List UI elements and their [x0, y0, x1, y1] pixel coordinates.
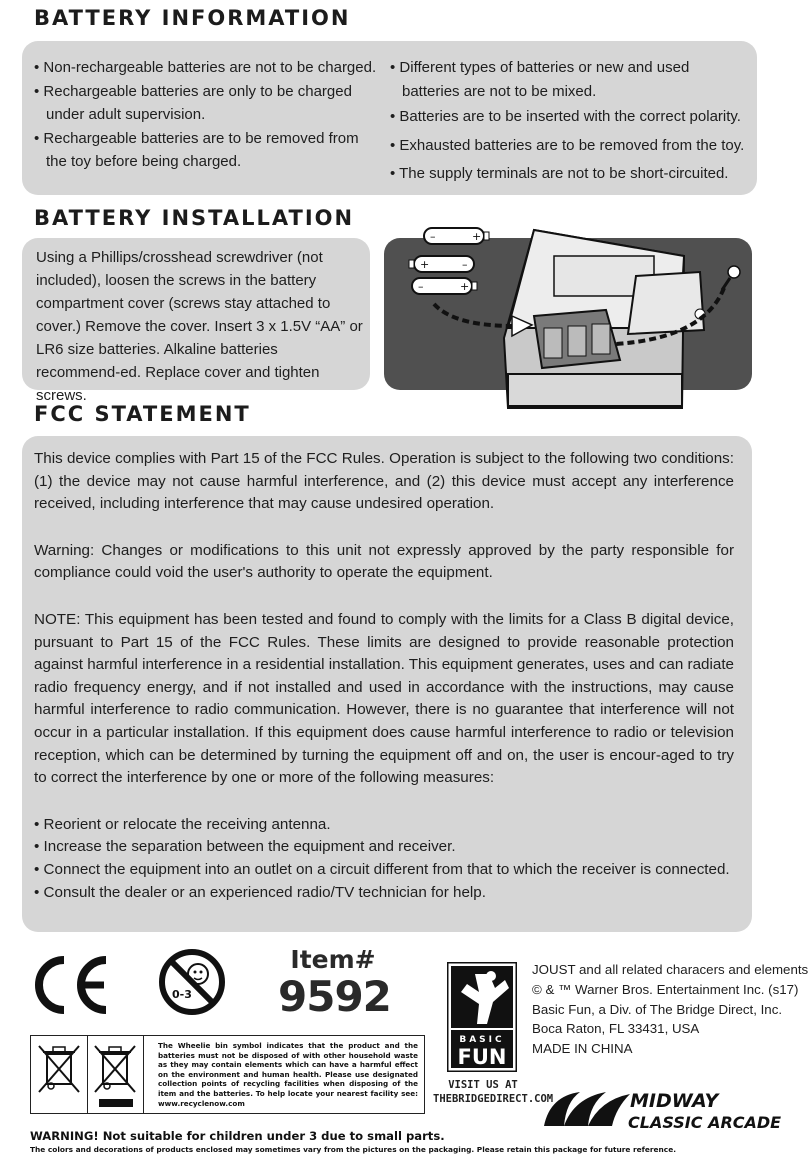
battery-sign: – — [430, 230, 436, 243]
battery-bin-icon — [87, 1036, 143, 1113]
weee-notice-box — [30, 1035, 425, 1114]
list-item: • Rechargeable batteries are to be removed from the toy before being charged. — [34, 129, 359, 170]
battery-sign: + — [460, 280, 470, 293]
battery-info-left-list — [34, 56, 379, 174]
battery-information-heading: BATTERY INFORMATION — [34, 6, 351, 30]
basic-fun-logo — [447, 962, 517, 1072]
midway-line2: CLASSIC ARCADE — [628, 1113, 782, 1132]
battery-sign: + — [420, 258, 430, 271]
list-item: • Different types of batteries or new and used batteries are not to be mixed. — [390, 59, 690, 100]
battery-installation-heading: BATTERY INSTALLATION — [34, 206, 355, 230]
legal-line: Basic Fun, a Div. of The Bridge Direct, Inc. — [532, 1001, 783, 1017]
compartment-slot — [568, 326, 586, 356]
wheelie-bin-icon — [31, 1036, 87, 1113]
list-item: • Exhausted batteries are to be removed from the toy. — [390, 136, 745, 154]
fcc-statement-heading: FCC STATEMENT — [34, 402, 251, 426]
visit-line1: VISIT US AT — [448, 1079, 518, 1091]
fcc-paragraph: This device complies with Part 15 of the FCC Rules. Operation is subject to the following two conditions: (1) the device may not cause harmful interference, and (2) this device must accept any interference received, including interference that may cause undesired operation. — [34, 450, 734, 513]
legal-line: Boca Raton, FL 33431, USA — [532, 1021, 700, 1037]
battery-installation-text: Using a Phillips/crosshead screwdriver (not included), loosen the screws in the battery compartment cover (screws stay attached to cover.) Remove the cover. Insert 3 x 1.5V “AA” or LR6 size batteries. Alkaline batteries recommend-ed. Replace cover and tighten screws. — [36, 249, 363, 404]
battery-icon — [412, 278, 477, 294]
battery-icon — [409, 256, 474, 272]
basic-fun-line1: BASIC — [459, 1035, 505, 1045]
list-item: • Increase the separation between the equipment and receiver. — [34, 838, 456, 856]
fcc-paragraph: NOTE: This equipment has been tested and found to comply with the limits for a Class B digital device, pursuant to Part 15 of the FCC Rules. These limits are designed to provide reasonable protection against harmful interference in a residential installation. This equipment generates, uses and can radiate radio frequency energy, and if not installed and used in accordance with the instructions, may cause harmful interference to radio communication. However, there is no guarantee that interference will not occur in a particular installation. If this equipment does cause harmful interference to radio or television reception, which can be determined by turning the equipment off and on, the user is encour-aged to try to correct the interference by one or more of the following measures: — [34, 610, 734, 787]
age-warning-icon — [158, 948, 226, 1016]
compartment-slot — [592, 324, 610, 354]
weee-notice-text: The Wheelie bin symbol indicates that the product and the batteries must not be disposed of with other household waste as they may contain elements which can have a harmful effect on the environment and human health. Please use designated collection points of recycling facilities when disposing of the item and the batteries. To help locate your nearest facility see: www.recyclenow.com — [158, 1041, 418, 1108]
compartment-slot — [544, 328, 562, 358]
battery-sign: – — [462, 258, 468, 271]
visit-url: THEBRIDGEDIRECT.COM — [433, 1093, 554, 1105]
ce-mark-icon — [28, 954, 112, 1016]
battery-icon — [424, 228, 489, 244]
midway-line1: MIDWAY — [630, 1090, 719, 1112]
fcc-measures-list — [34, 814, 734, 904]
toy-base — [508, 374, 682, 406]
list-item: • Consult the dealer or an experienced radio/TV technician for help. — [34, 883, 486, 901]
list-item: • Connect the equipment into an outlet on a circuit different from that to which the receiver is connected. — [34, 860, 730, 878]
legal-line: JOUST and all related characers and elements — [532, 962, 808, 977]
wheelie-bin-cell — [31, 1036, 88, 1113]
midway-m-icon — [544, 1092, 630, 1126]
midway-classic-arcade-logo — [540, 1086, 804, 1132]
item-number-block — [278, 945, 391, 1021]
fcc-statement-body — [34, 448, 734, 904]
packaging-disclaimer: The colors and decorations of products enclosed may sometimes vary from the pictures on the packaging. Please retain this package for future reference. — [30, 1145, 677, 1154]
battery-illustration — [384, 198, 756, 420]
list-item: • The supply terminals are not to be short-circuited. — [390, 165, 729, 182]
battery-bin-cell — [87, 1036, 144, 1113]
item-label: Item# — [290, 945, 376, 974]
basic-fun-line2: FUN — [457, 1045, 507, 1069]
choking-warning: WARNING! Not suitable for children under 3 due to small parts. — [30, 1129, 445, 1143]
visit-us-text — [433, 1078, 554, 1106]
battery-compartment-illustration — [384, 198, 756, 420]
legal-copyright-block — [532, 960, 808, 1059]
battery-sign: – — [418, 280, 424, 293]
battery-info-right-list — [390, 56, 750, 186]
list-item: • Rechargeable batteries are only to be charged under adult supervision. — [34, 82, 352, 123]
list-item: • Batteries are to be inserted with the correct polarity. — [390, 108, 741, 125]
legal-line: MADE IN CHINA — [532, 1041, 633, 1057]
fcc-paragraph: Warning: Changes or modifications to this unit not expressly approved by the party responsible for compliance could void the user's authority to operate the equipment. — [34, 541, 734, 582]
list-item: • Non-rechargeable batteries are not to be charged. — [34, 59, 377, 76]
battery-sign: + — [472, 230, 482, 243]
legal-line: © & ™ Warner Bros. Entertainment Inc. (s17) — [532, 981, 799, 997]
item-number: 9592 — [278, 972, 391, 1021]
age-label: 0-3 — [172, 988, 192, 1001]
list-item: • Reorient or relocate the receiving antenna. — [34, 815, 331, 833]
